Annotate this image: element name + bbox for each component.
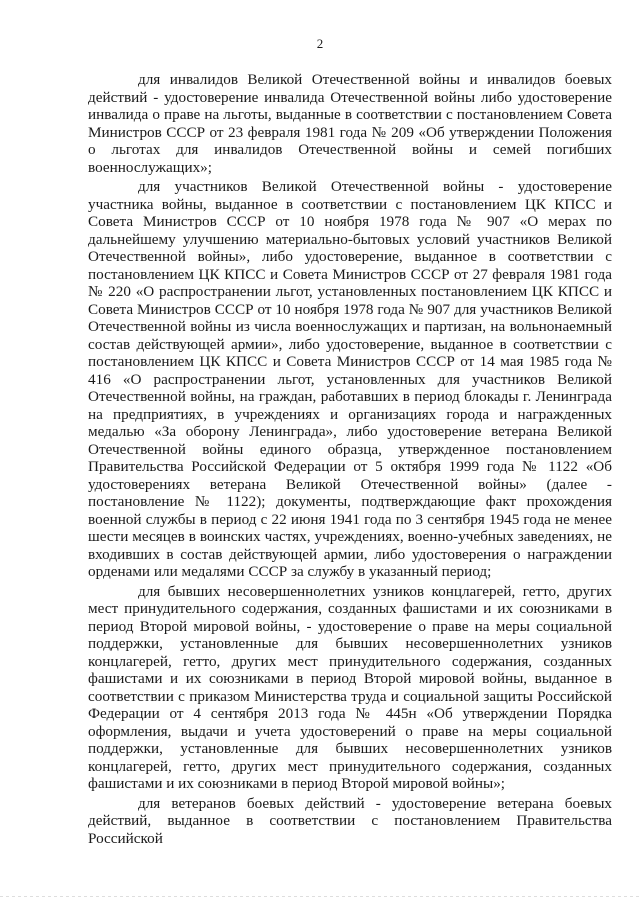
paragraph-combat-veterans: для ветеранов боевых действий - удостоверение ветерана боевых действий, выданное в соответствии с постановлением Правительства Российской (88, 794, 612, 847)
paragraph-war-participants: для участников Великой Отечественной войны - удостоверение участника войны, выданное в соответствии с постановлением ЦК КПСС и Совета Министров СССР от 10 ноября 1978 года № 907 «О мерах по дальнейшему улучшению материально-бытовых условий участников Великой Отечественной войны», либо удостоверение, выданное в соответствии с постановлением ЦК КПСС и Совета Министров СССР от 27 февраля 1981 года № 220 «О распространении льгот, установленных постановлением ЦК КПСС и Совета Министров СССР от 10 ноября 1978 года № 907 для участников Великой Отечественной войны из числа военнослужащих и партизан, на вольнонаемный состав действующей армии», либо удостоверение, выданное в соответствии с постановлением ЦК КПСС и Совета Министров СССР от 14 мая 1985 года № 416 «О распространении льгот, установленных для участников Великой Отечественной войны, на граждан, работавших в период блокады г. Ленинграда на предприятиях, в учреждениях и организациях города и награжденных медалью «За оборону Ленинграда», либо удостоверение ветерана Великой Отечественной войны единого образца, утвержденное постановлением Правительства Российской Федерации от 5 октября 1999 года № 1122 «Об удостоверениях ветерана Великой Отечественной войны» (далее - постановление № 1122); документы, подтверждающие факт прохождения военной службы в период с 22 июня 1941 года по 3 сентября 1945 года не менее шести месяцев в воинских частях, учреждениях, военно-учебных заведениях, не входивших в состав действующей армии, либо удостоверения о награждении орденами или медалями СССР за службу в указанный период; (88, 178, 612, 580)
document-body (88, 71, 612, 849)
scan-edge-line (0, 896, 640, 897)
paragraph-former-prisoners: для бывших несовершеннолетних узников концлагерей, гетто, других мест принудительного содержания, созданных фашистами и их союзниками в период Второй мировой войны, - удостоверение о праве на меры социальной поддержки, установленные для бывших несовершеннолетних узников концлагерей, гетто, других мест принудительного содержания, созданных фашистами и их союзниками в период Второй мировой войны, выданное в соответствии с приказом Министерства труда и социальной защиты Российской Федерации от 4 сентября 2013 года № 445н «Об утверждении Порядка оформления, выдачи и учета удостоверений о праве на меры социальной поддержки, установленные для бывших несовершеннолетних узников концлагерей, гетто, других мест принудительного содержания, созданных фашистами и их союзниками в период Второй мировой войны»; (88, 582, 612, 792)
paragraph-disabled-veterans: для инвалидов Великой Отечественной войны и инвалидов боевых действий - удостоверение инвалида Отечественной войны либо удостоверение инвалида о праве на льготы, выданные в соответствии с постановлением Совета Министров СССР от 23 февраля 1981 года № 209 «Об утверждении Положения о льготах для инвалидов Отечественной войны и семей погибших военнослужащих»; (88, 71, 612, 176)
page-number: 2 (316, 36, 324, 51)
